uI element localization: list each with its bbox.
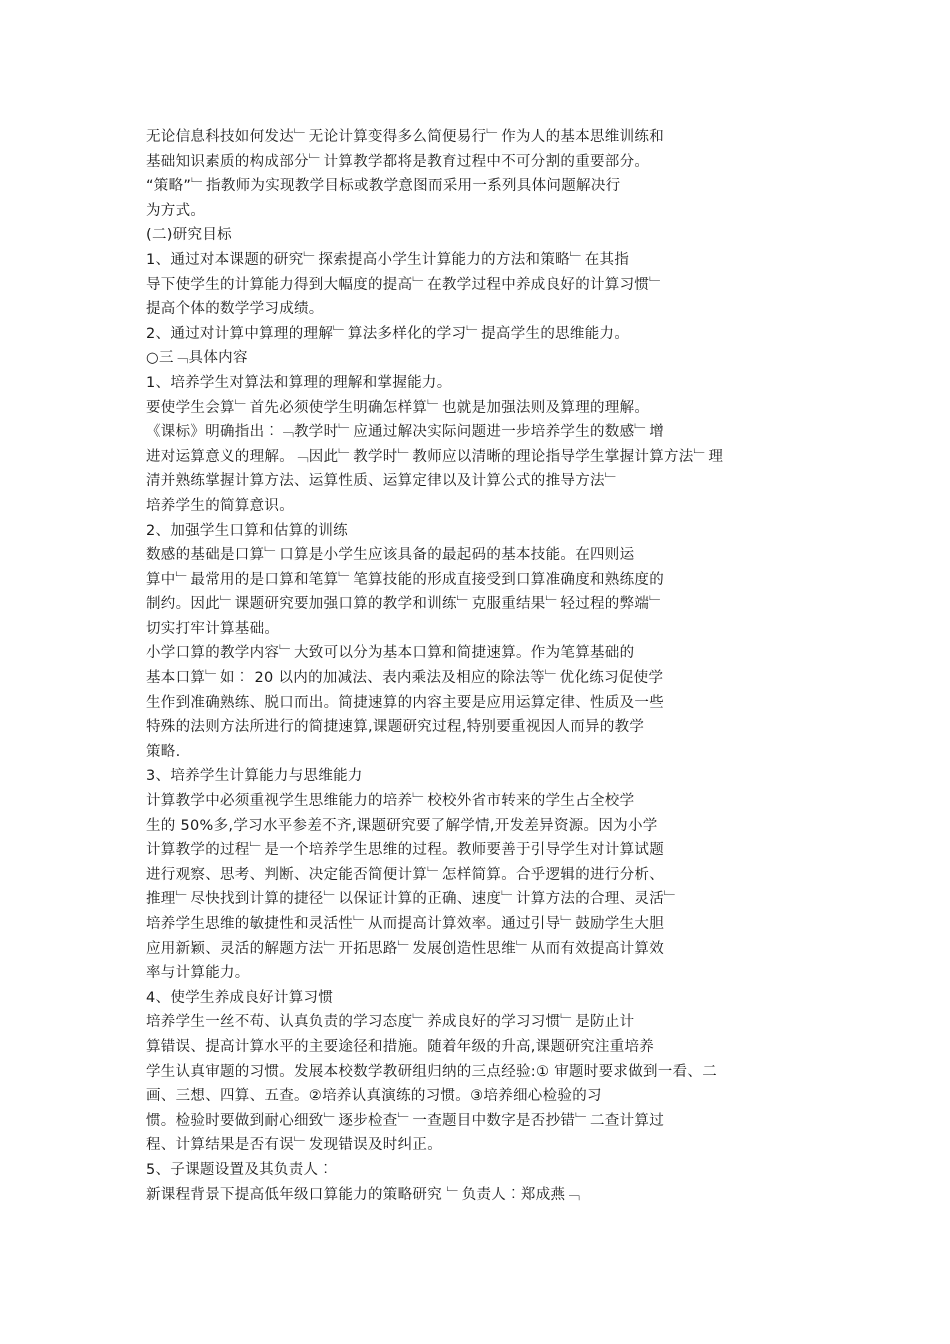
- text-line: 1、培养学生对算法和算理的理解和掌握能力。: [146, 374, 452, 391]
- text-line: 2、加强学生口算和估算的训练: [146, 522, 348, 539]
- text-line: 4、使学生养成良好计算习惯: [146, 989, 334, 1006]
- text-line: 小学口算的教学内容﹂大致可以分为基本口算和简捷速算。作为笔算基础的: [146, 645, 635, 662]
- text-line: 生作到准确熟练、脱口而出。简捷速算的内容主要是应用运算定律、性质及一些: [146, 694, 664, 711]
- text-line: 进行观察、思考、判断、决定能否简便计算﹂怎样简算。合乎逻辑的进行分析、: [146, 866, 664, 883]
- text-line: 算中﹂最常用的是口算和笔算﹂笔算技能的形成直接受到口算准确度和熟练度的: [146, 571, 664, 588]
- text-line: (二)研究目标: [146, 227, 232, 244]
- text-line: 为方式。: [146, 202, 206, 219]
- text-line: 培养学生思维的敏捷性和灵活性﹂从而提高计算效率。通过引导﹂鼓励学生大胆: [146, 916, 664, 932]
- text-line: 1、通过对本课题的研究﹂探索提高小学生计算能力的方法和策略﹂在其指: [146, 251, 630, 268]
- text-line: 数感的基础是口算﹂口算是小学生应该具备的最起码的基本技能。在四则运: [146, 547, 635, 564]
- text-line: 算错误、提高计算水平的主要途径和措施。随着年级的升高,课题研究注重培养: [146, 1038, 655, 1055]
- text-line: 基本口算﹂如︰ 20 以内的加减法、表内乘法及相应的除法等﹂优化练习促使学: [146, 670, 664, 687]
- text-line: 进对运算意义的理解。﹁因此﹂教学时﹂教师应以清晰的理论指导学生掌握计算方法﹂理: [146, 448, 724, 465]
- document-body: [146, 125, 826, 1207]
- text-line: “策略”﹂指教师为实现教学目标或教学意图而采用一系列具体问题解决行: [146, 178, 621, 195]
- text-line: 培养学生一丝不苟、认真负责的学习态度﹂养成良好的学习习惯﹂是防止计: [146, 1014, 635, 1031]
- text-line: 要使学生会算﹂首先必须使学生明确怎样算﹂也就是加强法则及算理的理解。: [146, 399, 650, 416]
- text-line: 清并熟练掌握计算方法、运算性质、运算定律以及计算公式的推导方法﹂: [146, 473, 620, 490]
- text-line: 策略.: [146, 743, 181, 760]
- text-line: 《课标》明确指出︰﹁教学时﹂应通过解决实际问题进一步培养学生的数感﹂增: [146, 424, 664, 441]
- text-line: 惯。检验时要做到耐心细致﹂逐步检查﹂一查题目中数字是否抄错﹂二查计算过: [146, 1112, 664, 1129]
- text-line: ○三﹁具体内容: [146, 350, 248, 367]
- text-line: 应用新颖、灵活的解题方法﹂开拓思路﹂发展创造性思维﹂从而有效提高计算效: [146, 940, 664, 957]
- text-line: 新课程背景下提高低年级口算能力的策略研究 ﹂负责人︰郑成燕﹁: [146, 1186, 581, 1203]
- text-line: 2、通过对计算中算理的理解﹂算法多样化的学习﹂提高学生的思维能力。: [146, 325, 630, 342]
- text-line: 推理﹂尽快找到计算的捷径﹂以保证计算的正确、速度﹂计算方法的合理、灵活﹂: [146, 891, 679, 908]
- text-line: 计算教学的过程﹂是一个培养学生思维的过程。教师要善于引导学生对计算试题: [146, 842, 664, 859]
- text-line: 5、子课题设置及其负责人︰: [146, 1161, 334, 1178]
- text-line: 导下使学生的计算能力得到大幅度的提高﹂在教学过程中养成良好的计算习惯﹂: [146, 276, 664, 293]
- text-line: 学生认真审题的习惯。发展本校数学教研组归纳的三点经验:① 审题时要求做到一看、二: [146, 1063, 717, 1080]
- text-line: 3、培养学生计算能力与思维能力: [146, 768, 363, 785]
- text-line: 率与计算能力。: [146, 965, 250, 982]
- text-line: 无论信息科技如何发达﹂无论计算变得多么简便易行﹂作为人的基本思维训练和: [146, 129, 664, 145]
- text-line: 计算教学中必须重视学生思维能力的培养﹂校校外省市转来的学生占全校学: [146, 793, 635, 810]
- text-line: 程、计算结果是否有误﹂发现错误及时纠正。: [146, 1137, 442, 1154]
- text-line: 提高个体的数学学习成绩。: [146, 301, 324, 318]
- text-line: 基础知识素质的构成部分﹂计算教学都将是教育过程中不可分割的重要部分。: [146, 153, 650, 170]
- text-line: 生的 50%多,学习水平参差不齐,课题研究要了解学情,开发差异资源。因为小学: [146, 817, 658, 834]
- text-line: 画、三想、四算、五查。②培养认真演练的习惯。③培养细心检验的习: [146, 1088, 602, 1105]
- text-line: 制约。因此﹂课题研究要加强口算的教学和训练﹂克服重结果﹂轻过程的弊端﹂: [146, 596, 664, 613]
- text-line: 切实打牢计算基础。: [146, 620, 280, 637]
- text-line: 特殊的法则方法所进行的简捷速算,课题研究过程,特别要重视因人而异的教学: [146, 719, 645, 736]
- text-line: 培养学生的简算意识。: [146, 497, 294, 514]
